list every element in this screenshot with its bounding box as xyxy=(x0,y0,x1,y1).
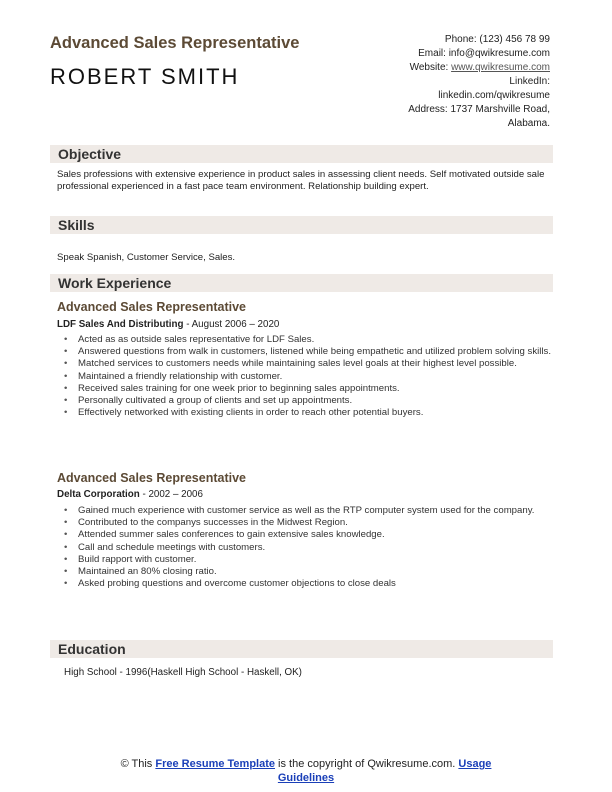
list-item: • Attended summer sales conferences to gain extensive sales knowledge. xyxy=(57,529,552,541)
header-job-title: Advanced Sales Representative xyxy=(50,34,300,52)
list-item: • Acted as as outside sales representative for LDF Sales. xyxy=(57,334,552,346)
work-heading: Work Experience xyxy=(58,275,172,291)
footer-prefix: © This xyxy=(120,758,156,770)
contact-address-line2: Alabama. xyxy=(507,118,550,129)
list-item: • Maintained a friendly relationship with customer. xyxy=(57,371,552,383)
job-2-bullets xyxy=(57,505,552,590)
list-item: • Maintained an 80% closing ratio. xyxy=(57,566,552,578)
education-text: High School - 1996(Haskell High School - Haskell, OK) xyxy=(64,667,302,678)
contact-block xyxy=(350,33,550,131)
list-item: • Build rapport with customer. xyxy=(57,554,552,566)
list-item: • Gained much experience with customer service as well as the RTP computer system used for the company. xyxy=(57,505,552,517)
job-2-dates: - 2002 – 2006 xyxy=(139,489,203,500)
candidate-name: ROBERT SMITH xyxy=(50,64,240,89)
website-link[interactable]: www.qwikresume.com xyxy=(451,62,550,73)
list-item: • Asked probing questions and overcome customer objections to close deals xyxy=(57,578,552,590)
contact-linkedin-label: LinkedIn: xyxy=(509,76,550,87)
education-section-header xyxy=(50,640,553,658)
job-1-company-line xyxy=(57,319,279,330)
job-2-company-line xyxy=(57,489,203,500)
contact-phone: Phone: (123) 456 78 99 xyxy=(444,34,550,45)
list-item: • Received sales training for one week prior to beginning sales appointments. xyxy=(57,383,552,395)
usage-guidelines-link-part1[interactable]: Usage xyxy=(458,758,492,770)
skills-section-header xyxy=(50,216,553,234)
objective-heading: Objective xyxy=(58,146,122,162)
education-heading: Education xyxy=(58,641,126,657)
job-1-company: LDF Sales And Distributing xyxy=(57,319,184,330)
list-item: • Contributed to the companys successes in the Midwest Region. xyxy=(57,517,552,529)
contact-email: Email: info@qwikresume.com xyxy=(418,48,550,59)
job-1-title: Advanced Sales Representative xyxy=(57,300,246,314)
objective-section-header xyxy=(50,145,553,163)
list-item: • Matched services to customers needs while maintaining sales level goals at their highest level possible. xyxy=(57,358,552,370)
job-1-bullets xyxy=(57,334,552,419)
list-item: • Effectively networked with existing clients in order to reach other potential buyers. xyxy=(57,407,552,419)
job-2-company: Delta Corporation xyxy=(57,489,140,500)
contact-linkedin-value: linkedin.com/qwikresume xyxy=(438,90,550,101)
objective-text: Sales professions with extensive experience in product sales in assessing client needs. Self motivated outside sale professional experienced in a fast pace team environment. Relationship building expert. xyxy=(57,169,545,192)
website-label: Website: xyxy=(409,62,449,73)
skills-heading: Skills xyxy=(58,217,95,233)
list-item: • Answered questions from walk in customers, listened while being empathetic and utilized problem solving skills. xyxy=(57,346,552,358)
list-item: • Personally cultivated a group of clients and set up appointments. xyxy=(57,395,552,407)
free-resume-template-link[interactable]: Free Resume Template xyxy=(155,758,275,770)
contact-address: Address: 1737 Marshville Road, xyxy=(408,104,550,115)
skills-text: Speak Spanish, Customer Service, Sales. xyxy=(57,252,236,263)
job-2-title: Advanced Sales Representative xyxy=(57,471,246,485)
contact-website xyxy=(350,61,550,75)
footer-middle: is the copyright of Qwikresume.com. xyxy=(275,758,459,770)
copyright-footer xyxy=(0,757,612,785)
job-1-dates: - August 2006 – 2020 xyxy=(183,319,280,330)
list-item: • Call and schedule meetings with customers. xyxy=(57,542,552,554)
usage-guidelines-link-part2[interactable]: Guidelines xyxy=(277,772,335,784)
work-section-header xyxy=(50,274,553,292)
